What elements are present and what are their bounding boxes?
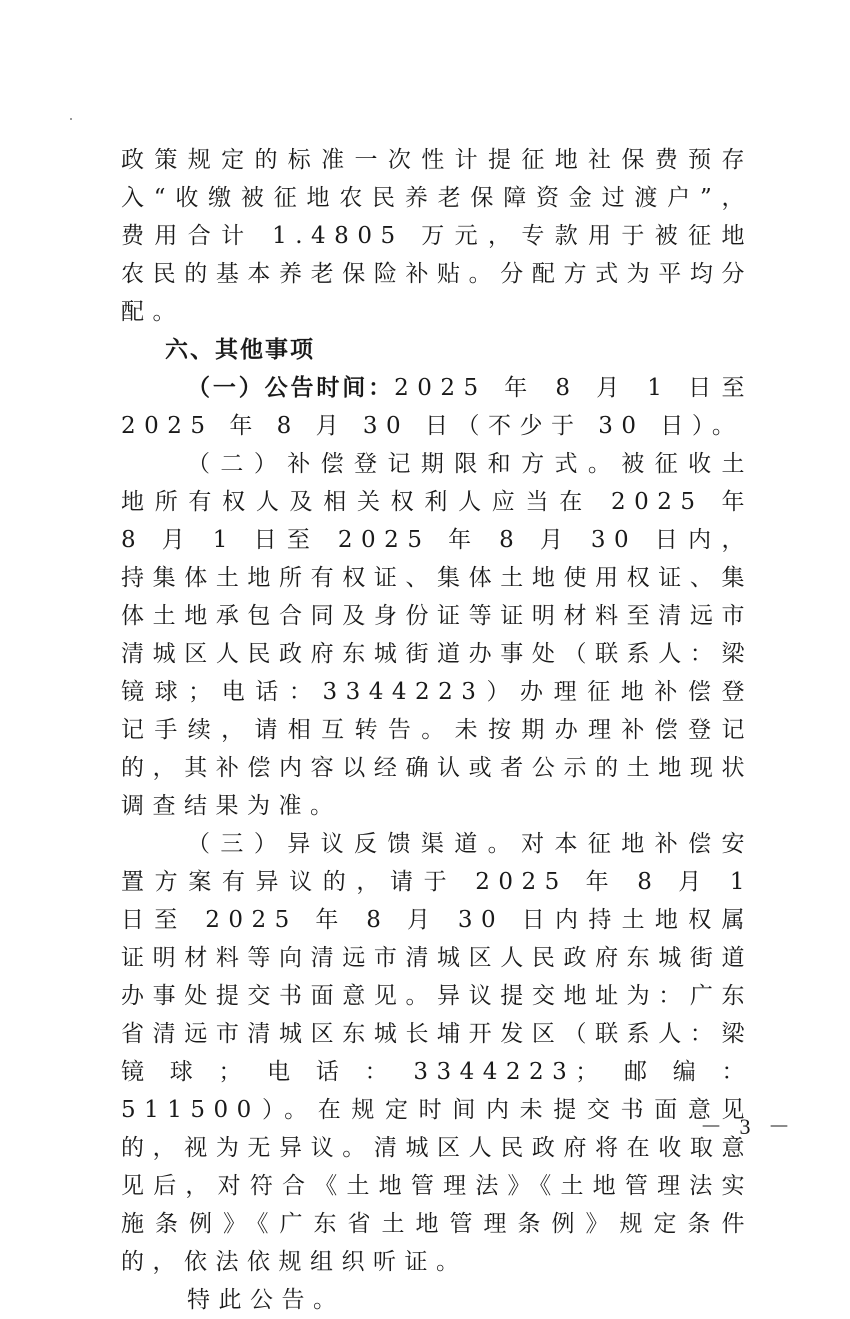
closing-statement: 特此公告。	[187, 1287, 345, 1313]
paragraph-objection-channel: （三）异议反馈渠道。对本征地补偿安置方案有异议的，请于 2025 年 8 月 1 日至 2025 年 8 月 30 日内持土地权属证明材料等向清远市清城区人民政府东城街道办事处提交书面意见。异议提交地址为：广东省清远市清城区东城长埔开发区（联系人：梁镜球；电话：3344223；邮编：511500）。在规定时间内未提交书面意见的，视为无异议。清城区人民政府将在收取意见后，对符合《土地管理法》《土地管理法实施条例》《广东省土地管理条例》规定条件的，依法依规组织听证。	[121, 831, 753, 1275]
paragraph-social-security-fee: 政策规定的标准一次性计提征地社保费预存入“收缴被征地农民养老保障资金过渡户”，费用合计 1.4805 万元，专款用于被征地农民的基本养老保险补贴。分配方式为平均分配。	[121, 147, 753, 325]
announcement-period-text: 2025 年 8 月 1 日至 2025 年 8 月 30 日（不少于 30 日）。	[121, 375, 754, 439]
scan-speck	[70, 118, 72, 120]
announcement-period-label: （一）公告时间：	[187, 375, 395, 401]
page-number: － 3 －	[700, 1114, 797, 1139]
paragraph-compensation-registration: （二）补偿登记期限和方式。被征收土地所有权人及相关权利人应当在 2025 年 8 月 1 日至 2025 年 8 月 30 日内，持集体土地所有权证、集体土地使用权证、集体土地承包合同及身份证等证明材料至清远市清城区人民政府东城街道办事处（联系人：梁镜球；电话：3344223）办理征地补偿登记手续，请相互转告。未按期办理补偿登记的，其补偿内容以经确认或者公示的土地现状调查结果为准。	[121, 451, 753, 819]
paragraph-announcement-period	[121, 369, 753, 445]
document-body	[121, 141, 753, 1319]
section-heading-other-matters: 六、其他事项	[165, 337, 315, 363]
